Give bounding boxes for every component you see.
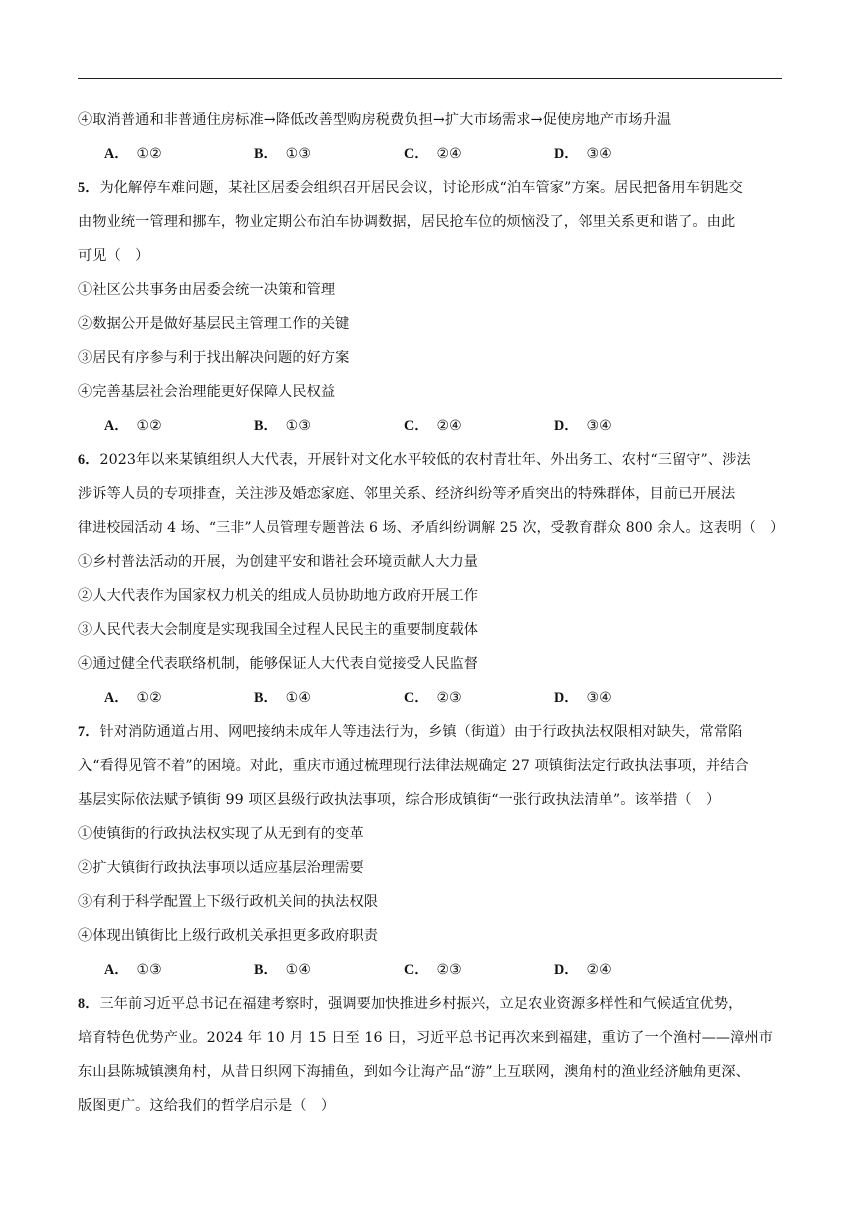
q5-stem-line-3: 可见（ ） (78, 248, 150, 264)
q6-option-c[interactable]: C． ②③ (404, 690, 462, 706)
q7-item-3: ③有利于科学配置上下级行政机关间的执法权限 (78, 894, 379, 910)
q5-item-1: ①社区公共事务由居委会统一决策和管理 (78, 282, 336, 298)
q5-item-2: ②数据公开是做好基层民主管理工作的关键 (78, 316, 350, 332)
q4-option-b[interactable]: B． ①③ (254, 146, 312, 162)
q6-item-4: ④通过健全代表联络机制，能够保证人大代表自觉接受人民监督 (78, 656, 479, 672)
q7-stem-line-2: 入“看得见管不着”的困境。对此，重庆市通过梳理现行法律法规确定 27 项镇街法定行政执法事项，并结合 (78, 758, 749, 774)
q6-option-b[interactable]: B． ①④ (254, 690, 312, 706)
q7-option-b[interactable]: B． ①④ (254, 962, 312, 978)
q7-option-c[interactable]: C． ②③ (404, 962, 462, 978)
q7-stem-line-1: 7．针对消防通道占用、网吧接纳未成年人等违法行为，乡镇（街道）由于行政执法权限相对缺失，常常陷 (78, 724, 743, 740)
q5-option-a[interactable]: A． ①② (104, 418, 162, 434)
q4-item-4: ④取消普通和非普通住房标准→降低改善型购房税费负担→扩大市场需求→促使房地产市场升温 (78, 112, 672, 128)
q6-item-2: ②人大代表作为国家权力机关的组成人员协助地方政府开展工作 (78, 588, 479, 604)
q6-stem-line-3: 律进校园活动 4 场、“三非”人员管理专题普法 6 场、矛盾纠纷调解 25 次，受教育群众 800 余人。这表明（ ） (78, 520, 785, 536)
q6-stem-line-2: 涉诉等人员的专项排查，关注涉及婚恋家庭、邻里关系、经济纠纷等矛盾突出的特殊群体，目前已开展法 (78, 486, 736, 502)
q7-option-d[interactable]: D． ②④ (554, 962, 612, 978)
header-rule (78, 78, 782, 79)
q6-options (78, 681, 784, 715)
q4-option-d[interactable]: D． ③④ (554, 146, 612, 162)
q8-stem-line-4: 版图更广。这给我们的哲学启示是（ ） (78, 1098, 336, 1114)
q7-options (78, 953, 784, 987)
q5-stem-line-2: 由物业统一管理和挪车，物业定期公布泊车协调数据，居民抢车位的烦恼没了，邻里关系更和谐了。由此 (78, 214, 736, 230)
q8-number: 8． (78, 996, 100, 1012)
q5-item-3: ③居民有序参与利于找出解决问题的好方案 (78, 350, 350, 366)
q4-options (78, 137, 784, 171)
q5-option-c[interactable]: C． ②④ (404, 418, 462, 434)
q7-number: 7． (78, 724, 100, 740)
q7-option-a[interactable]: A． ①③ (104, 962, 162, 978)
q6-option-a[interactable]: A． ①② (104, 690, 162, 706)
q5-item-4: ④完善基层社会治理能更好保障人民权益 (78, 384, 336, 400)
q7-item-4: ④体现出镇街比上级行政机关承担更多政府职责 (78, 928, 379, 944)
q4-option-c[interactable]: C． ②④ (404, 146, 462, 162)
q4-option-a[interactable]: A． ①② (104, 146, 162, 162)
q8-stem-line-1: 8．三年前习近平总书记在福建考察时，强调要加快推进乡村振兴，立足农业资源多样性和气候适宜优势， (78, 996, 743, 1012)
page-content (78, 103, 784, 1123)
q5-options (78, 409, 784, 443)
q6-option-d[interactable]: D． ③④ (554, 690, 612, 706)
q5-option-d[interactable]: D． ③④ (554, 418, 612, 434)
q7-item-1: ①使镇街的行政执法权实现了从无到有的变革 (78, 826, 364, 842)
q5-number: 5． (78, 180, 100, 196)
q8-stem-line-3: 东山县陈城镇澳角村，从昔日织网下海捕鱼，到如今让海产品“游”上互联网，澳角村的渔业经济触角更深、 (78, 1064, 750, 1080)
q5-stem-line-1: 5．为化解停车难问题，某社区居委会组织召开居民会议，讨论形成“泊车管家”方案。居民把备用车钥匙交 (78, 180, 743, 196)
q6-stem-line-1: 6．2023年以来某镇组织人大代表，开展针对文化水平较低的农村青壮年、外出务工、农村“三留守”、涉法 (78, 452, 751, 468)
q8-stem-line-2: 培育特色优势产业。2024 年 10 月 15 日至 16 日，习近平总书记再次来到福建，重访了一个渔村——漳州市 (78, 1030, 774, 1046)
q7-item-2: ②扩大镇街行政执法事项以适应基层治理需要 (78, 860, 364, 876)
q6-number: 6． (78, 452, 100, 468)
q6-item-1: ①乡村普法活动的开展，为创建平安和谐社会环境贡献人大力量 (78, 554, 479, 570)
q5-option-b[interactable]: B． ①③ (254, 418, 312, 434)
q6-item-3: ③人民代表大会制度是实现我国全过程人民民主的重要制度载体 (78, 622, 479, 638)
q7-stem-line-3: 基层实际依法赋予镇街 99 项区县级行政执法事项，综合形成镇街“一张行政执法清单”。该举措（ ） (78, 792, 721, 808)
